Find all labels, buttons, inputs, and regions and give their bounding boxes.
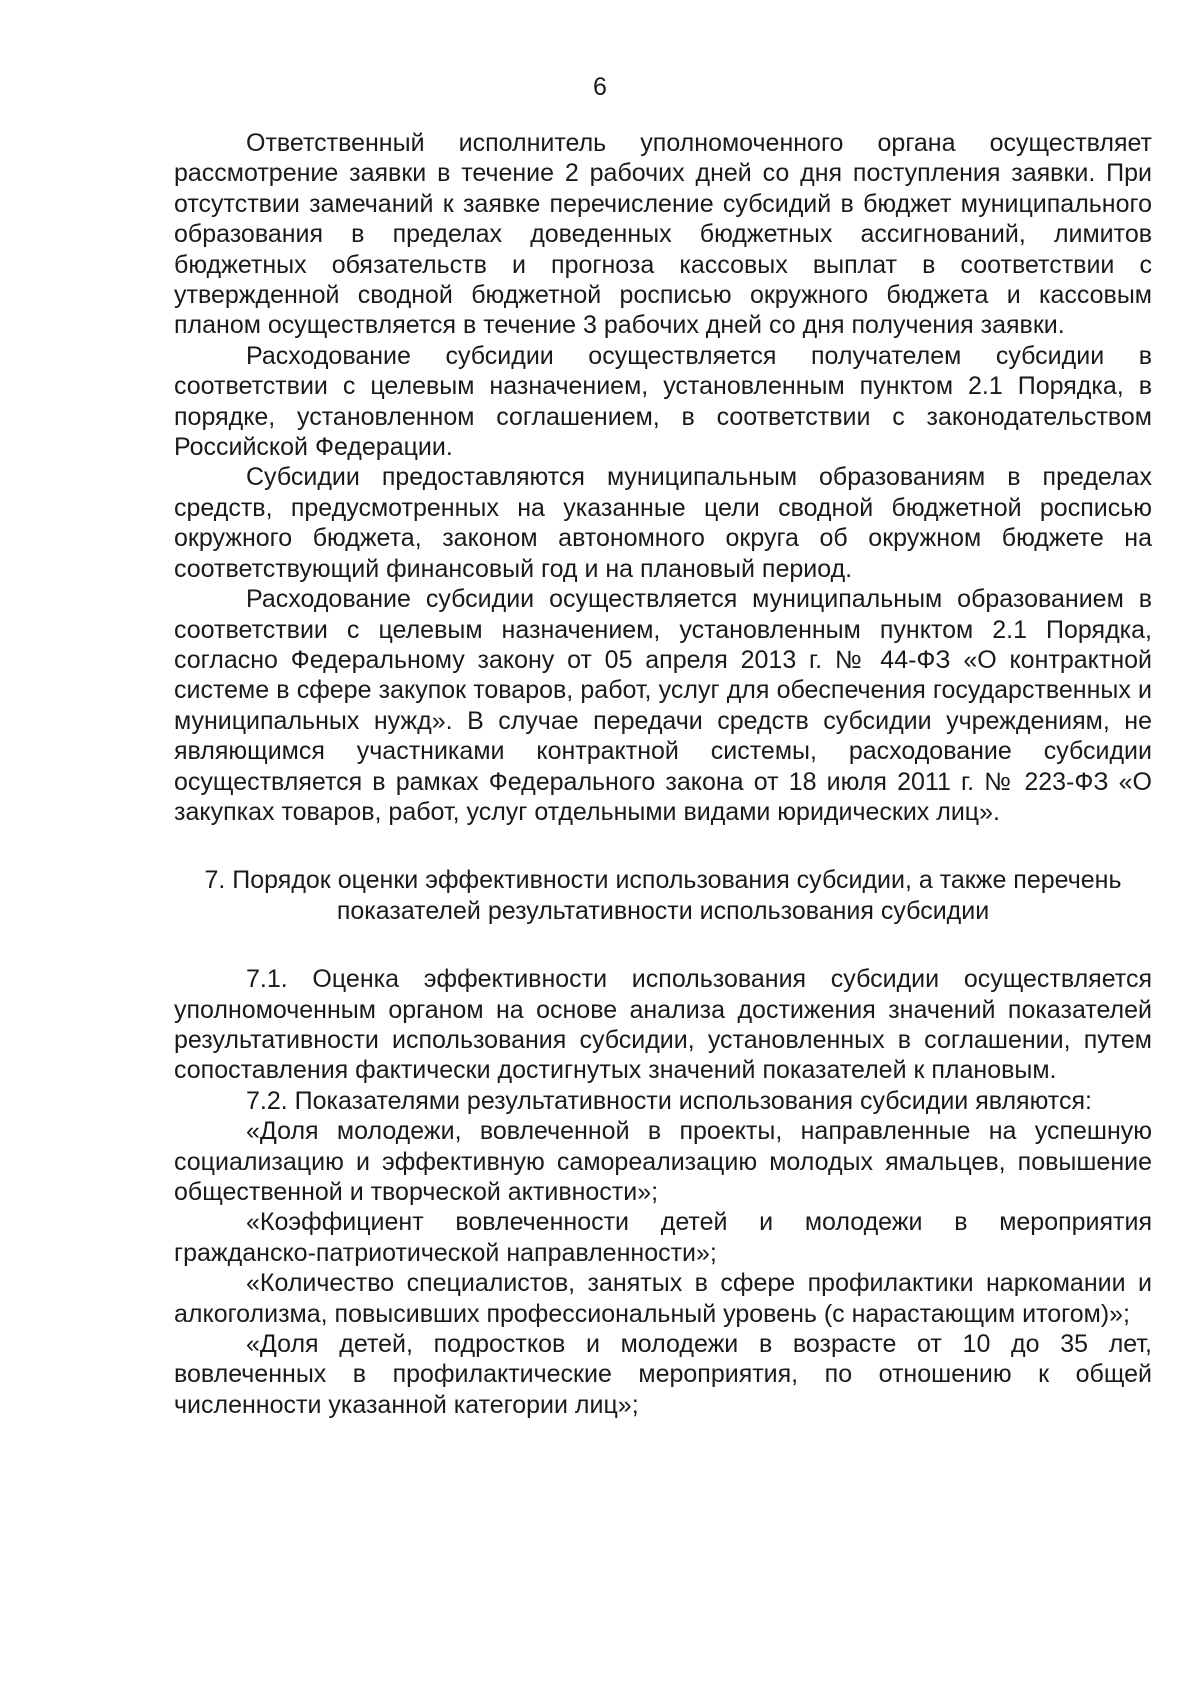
page-number: 6 [593,73,607,101]
paragraph-subsidy-spending-recipient: Расходование субсидии осуществляется получателем субсидии в соответствии с целевым назначением, установленным пунктом 2.1 Порядка, в порядке, установленном соглашением, в соответствии с законодательством Российской Федерации. [174,341,1152,462]
paragraph-subsidy-spending-municipality: Расходование субсидии осуществляется муниципальным образованием в соответствии с целевым назначением, установленным пунктом 2.1 Порядка, согласно Федеральному закону от 05 апреля 2013 г. № 44-ФЗ «О контрактной системе в сфере закупок товаров, работ, услуг для обеспечения государственных и муниципальных нужд». В случае передачи средств субсидии учреждениям, не являющимся участниками контрактной системы, расходование субсидии осуществляется в рамках Федерального закона от 18 июля 2011 г. № 223-ФЗ «О закупках товаров, работ, услуг отдельными видами юридических лиц». [174,585,1152,826]
section-heading [174,865,1152,926]
paragraph-7-2: 7.2. Показателями результативности использования субсидии являются: [246,1086,1092,1115]
indicator-item: «Доля детей, подростков и молодежи в возрасте от 10 до 35 лет, вовлеченных в профилактические мероприятия, по отношению к общей численности указанной категории лиц»; [174,1330,1152,1419]
paragraph-7-1: 7.1. Оценка эффективности использования субсидии осуществляется уполномоченным органом на основе анализа достижения значений показателей результативности использования субсидии, установленных в соглашении, путем сопоставления фактически достигнутых значений показателей к плановым. [174,965,1152,1085]
paragraph-application-review: Ответственный исполнитель уполномоченного органа осуществляет рассмотрение заявки в течение 2 рабочих дней со дня поступления заявки. При отсутствии замечаний к заявке перечисление субсидий в бюджет муниципального образования в пределах доведенных бюджетных ассигнований, лимитов бюджетных обязательств и прогноза кассовых выплат в соответствии с утвержденной сводной бюджетной росписью окружного бюджета и кассовым планом осуществляется в течение 3 рабочих дней со дня получения заявки. [174,129,1152,340]
section-heading-line-2: показателей результативности использования субсидии [336,896,990,925]
paragraph-subsidy-provision: Субсидии предоставляются муниципальным образованиям в пределах средств, предусмотренных на указанные цели сводной бюджетной росписью окружного бюджета, законом автономного округа об окружном бюджете на соответствующий финансовый год и на плановый период. [174,463,1152,583]
section-heading-line-1: 7. Порядок оценки эффективности использования субсидии, а также перечень [204,866,1122,895]
indicator-item: «Количество специалистов, занятых в сфере профилактики наркомании и алкоголизма, повысивших профессиональный уровень (с нарастающим итогом)»; [174,1269,1152,1328]
indicator-item: «Коэффициент вовлеченности детей и молодежи в мероприятия гражданско-патриотической направленности»; [174,1208,1152,1267]
indicator-item: «Доля молодежи, вовлеченной в проекты, направленные на успешную социализацию и эффективную самореализацию молодых ямальцев, повышение общественной и творческой активности»; [174,1117,1152,1206]
document-body [174,128,1152,1420]
